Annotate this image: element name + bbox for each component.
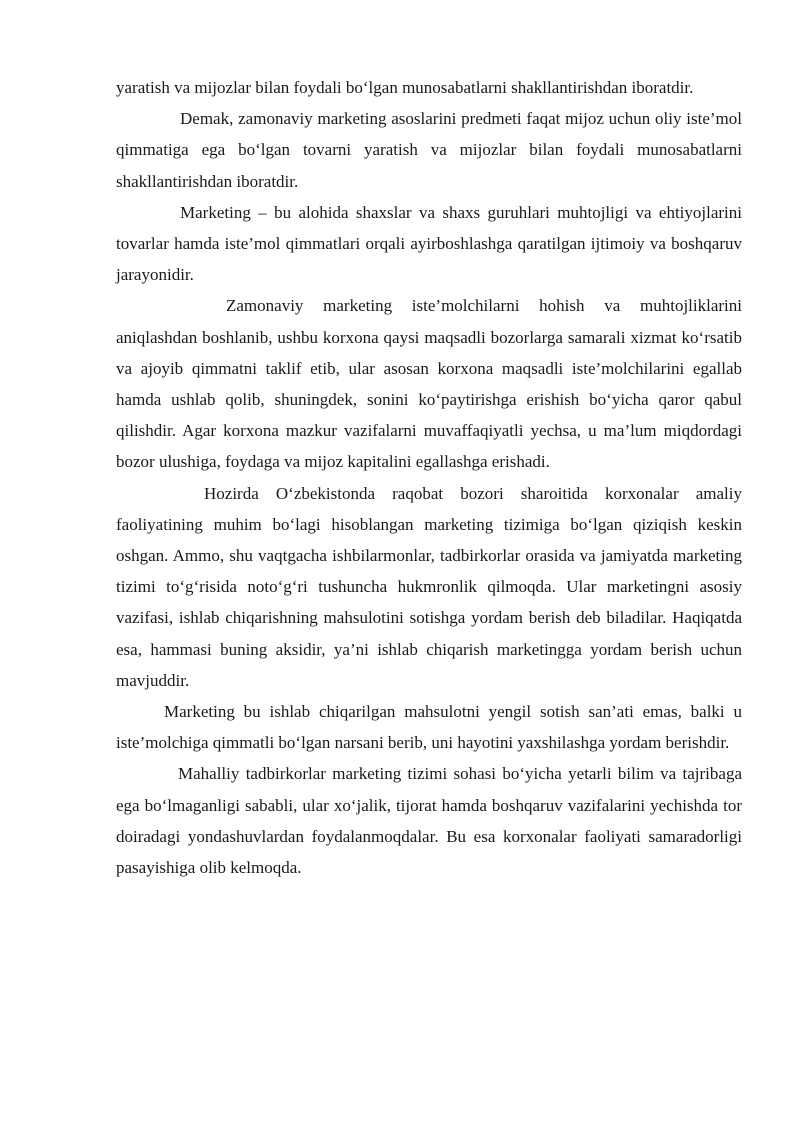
paragraph-local-entrepreneurs: Mahalliy tadbirkorlar marketing tizimi sohasi bo‘yicha yetarli bilim va tajribaga ega bo‘lmaganligi sababli, ular xo‘jalik, tijorat hamda boshqaruv vazifalarini yechishda tor doiradagi yondashuvlardan foydalanmoqdalar. Bu esa korxonalar faoliyati samaradorligi pasayishiga olib kelmoqda. [116, 764, 742, 878]
paragraph-uzbekistan: Hozirda O‘zbekistonda raqobat bozori sharoitida korxonalar amaliy faoliyatining muhim bo‘lagi hisoblangan marketing tizimiga bo‘lgan qiziqish keskin oshgan. Ammo, shu vaqtgacha ishbilarmonlar, tadbirkorlar orasida va jamiyatda marketing tizimi to‘g‘risida noto‘g‘ri tushuncha hukmronlik qilmoqda. Ular marketingni asosiy vazifasi, ishlab chiqarishning mahsulotini sotishga yordam berish deb biladilar. Haqiqatda esa, hammasi buning aksidir, ya’ni ishlab chiqarish marketingga yordam berish uchun mavjuddir. [116, 483, 742, 690]
paragraph-modern-marketing: Zamonaviy marketing iste’molchilarni hohish va muhtojliklarini aniqlashdan boshlanib, ushbu korxona qaysi maqsadli bozorlarga samarali xizmat ko‘rsatib va ajoyib qimmatni taklif etib, ular asosan korxona maqsadli iste’molchilarini egallab hamda ushlab qolib, shuningdek, sonini ko‘paytirishga erishish bo‘yicha qaror qabul qilishdir. Agar korxona mazkur vazifalarni muvaffaqiyatli yechsa, u ma’lum miqdordagi bozor ulushiga, foydaga va mijoz kapitalini egallashga erishadi. [116, 296, 742, 472]
paragraph-marketing-definition: Marketing – bu alohida shaxslar va shaxs guruhlari muhtojligi va ehtiyojlarini tovarlar hamda iste’mol qimmatlari orqali ayirboshlashga qaratilgan ijtimoiy va boshqaruv jarayonidir. [116, 202, 742, 285]
paragraph-marketing-art: Marketing bu ishlab chiqarilgan mahsulotni yengil sotish san’ati emas, balki u iste’molchiga qimmatli bo‘lgan narsani berib, uni hayotini yaxshilashga yordam berishdir. [116, 702, 742, 753]
paragraph-definition-subject: Demak, zamonaviy marketing asoslarini predmeti faqat mijoz uchun oliy iste’mol qimmatiga ega bo‘lgan tovarni yaratish va mijozlar bilan foydali munosabatlarni shakllantirishdan iboratdir. [116, 109, 742, 191]
document-body [116, 72, 742, 883]
paragraph-continuation: yaratish va mijozlar bilan foydali bo‘lgan munosabatlarni shakllantirishdan iboratdir. [116, 78, 694, 97]
